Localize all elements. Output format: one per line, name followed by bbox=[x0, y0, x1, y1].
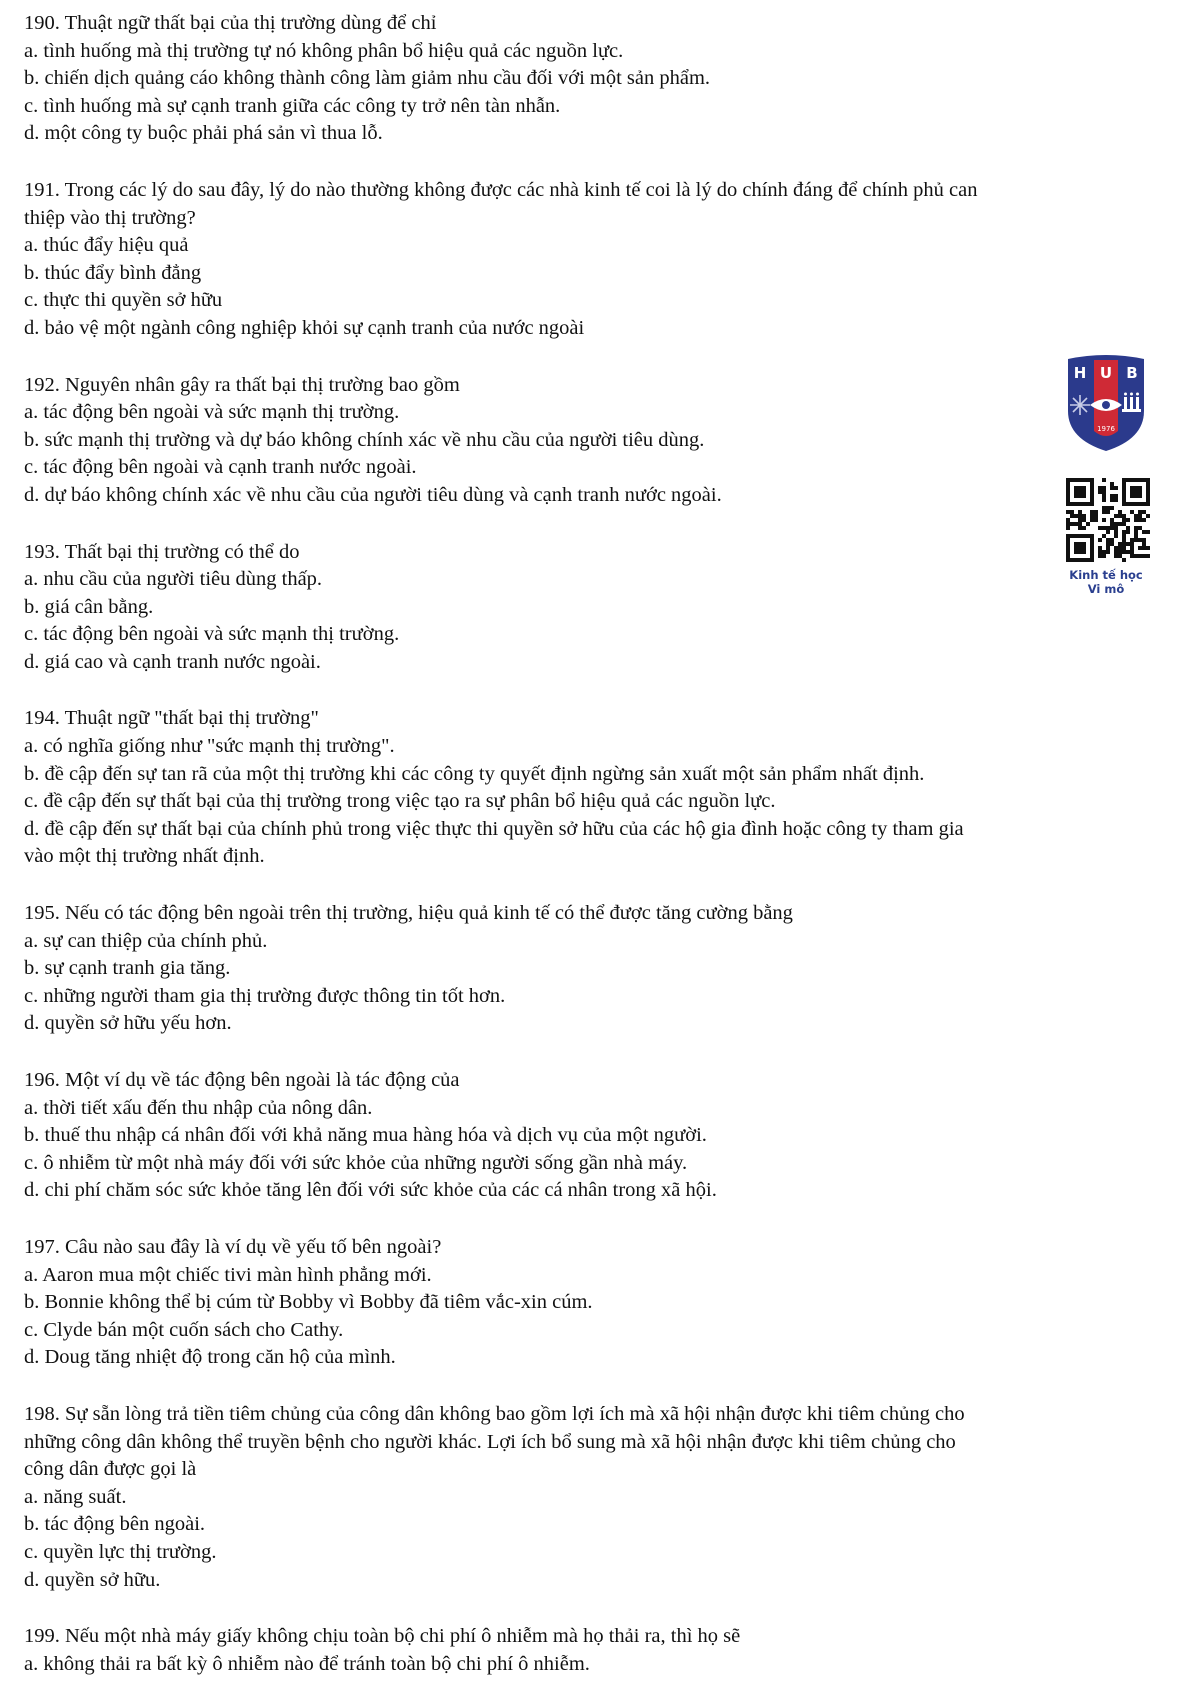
question-block bbox=[24, 1234, 1154, 1372]
question-block bbox=[24, 1623, 1154, 1678]
question-line: d. dự báo không chính xác về nhu cầu của người tiêu dùng và cạnh tranh nước ngoài. bbox=[24, 483, 722, 506]
question-line: b. sự cạnh tranh gia tăng. bbox=[24, 957, 231, 980]
question-line: b. Bonnie không thể bị cúm từ Bobby vì Bobby đã tiêm vắc-xin cúm. bbox=[24, 1291, 593, 1314]
question-line: c. tác động bên ngoài và sức mạnh thị trường. bbox=[24, 623, 400, 646]
question-line: b. chiến dịch quảng cáo không thành công làm giảm nhu cầu đối với một sản phẩm. bbox=[24, 67, 711, 90]
question-stem-line: 196. Một ví dụ về tác động bên ngoài là tác động của bbox=[24, 1069, 460, 1091]
question-stem-line: 198. Sự sẵn lòng trả tiền tiêm chủng của công dân không bao gồm lợi ích mà xã hội nhận được khi tiêm chủng cho bbox=[24, 1402, 965, 1425]
hub-logo bbox=[1064, 353, 1148, 453]
qr-caption-line2: Vi mô bbox=[1087, 582, 1125, 596]
logo-year: 1976 bbox=[1097, 425, 1115, 433]
question-block bbox=[24, 372, 1154, 510]
question-line: a. nhu cầu của người tiêu dùng thấp. bbox=[24, 568, 323, 591]
question-line: c. tác động bên ngoài và cạnh tranh nước ngoài. bbox=[24, 456, 417, 479]
question-line: công dân được gọi là bbox=[24, 1458, 197, 1481]
question-line: a. tác động bên ngoài và sức mạnh thị trường. bbox=[24, 401, 400, 424]
question-line: d. giá cao và cạnh tranh nước ngoài. bbox=[24, 650, 321, 673]
question-line: d. quyền sở hữu. bbox=[24, 1568, 161, 1591]
question-line: d. đề cập đến sự thất bại của chính phủ trong việc thực thi quyền sở hữu của các hộ gia đình hoặc công ty tham gia bbox=[24, 817, 964, 840]
question-block bbox=[24, 705, 1154, 871]
hub-letter-h: H bbox=[1073, 364, 1087, 382]
question-list bbox=[24, 10, 1154, 1707]
question-line: a. Aaron mua một chiếc tivi màn hình phẳng mới. bbox=[24, 1263, 432, 1286]
question-line: c. thực thi quyền sở hữu bbox=[24, 289, 223, 312]
question-line: những công dân không thể truyền bệnh cho người khác. Lợi ích bổ sung mà xã hội nhận được khi tiêm chủng cho bbox=[24, 1430, 956, 1453]
star-icon bbox=[1070, 395, 1090, 415]
question-line: c. những người tham gia thị trường được thông tin tốt hơn. bbox=[24, 984, 506, 1007]
question-stem-line: 193. Thất bại thị trường có thể do bbox=[24, 540, 300, 563]
question-stem-line: 191. Trong các lý do sau đây, lý do nào thường không được các nhà kinh tế coi là lý do chính đáng để chính phủ can bbox=[24, 178, 978, 201]
question-line: a. không thải ra bất kỳ ô nhiễm nào để tránh toàn bộ chi phí ô nhiễm. bbox=[24, 1652, 590, 1675]
question-stem-line: 199. Nếu một nhà máy giấy không chịu toàn bộ chi phí ô nhiễm mà họ thải ra, thì họ sẽ bbox=[24, 1625, 741, 1648]
question-block bbox=[24, 539, 1154, 677]
question-line: b. đề cập đến sự tan rã của một thị trường khi các công ty quyết định ngừng sản xuất một sản phẩm nhất định. bbox=[24, 762, 925, 785]
question-line: d. chi phí chăm sóc sức khỏe tăng lên đối với sức khỏe của các cá nhân trong xã hội. bbox=[24, 1179, 717, 1202]
question-stem-line: 195. Nếu có tác động bên ngoài trên thị trường, hiệu quả kinh tế có thể được tăng cường bằng bbox=[24, 902, 793, 925]
question-line: d. Doug tăng nhiệt độ trong căn hộ của mình. bbox=[24, 1346, 396, 1369]
question-stem-line: 192. Nguyên nhân gây ra thất bại thị trường bao gồm bbox=[24, 373, 460, 396]
question-line: thiệp vào thị trường? bbox=[24, 206, 196, 229]
question-line: a. năng suất. bbox=[24, 1485, 127, 1508]
question-line: c. đề cập đến sự thất bại của thị trường trong việc tạo ra sự phân bổ hiệu quả các nguồn lực. bbox=[24, 790, 776, 813]
question-block bbox=[24, 177, 1154, 343]
question-stem-line: 194. Thuật ngữ "thất bại thị trường" bbox=[24, 707, 319, 730]
question-block bbox=[24, 10, 1154, 148]
question-line: b. thuế thu nhập cá nhân đối với khả năng mua hàng hóa và dịch vụ của một người. bbox=[24, 1124, 707, 1147]
question-line: b. tác động bên ngoài. bbox=[24, 1513, 206, 1536]
question-block bbox=[24, 900, 1154, 1038]
question-line: a. có nghĩa giống như "sức mạnh thị trường". bbox=[24, 735, 395, 758]
question-line: d. quyền sở hữu yếu hơn. bbox=[24, 1012, 232, 1035]
question-block bbox=[24, 1401, 1154, 1594]
hub-letter-b: B bbox=[1126, 364, 1138, 382]
question-line: c. ô nhiễm từ một nhà máy đối với sức khỏe của những người sống gần nhà máy. bbox=[24, 1151, 688, 1174]
branding-panel bbox=[1058, 353, 1154, 596]
question-line: a. tình huống mà thị trường tự nó không phân bổ hiệu quả các nguồn lực. bbox=[24, 39, 624, 62]
question-line: a. thời tiết xấu đến thu nhập của nông dân. bbox=[24, 1096, 373, 1119]
question-line: d. một công ty buộc phải phá sản vì thua lỗ. bbox=[24, 122, 383, 145]
question-line: a. sự can thiệp của chính phủ. bbox=[24, 929, 268, 952]
question-line: d. bảo vệ một ngành công nghiệp khỏi sự cạnh tranh của nước ngoài bbox=[24, 316, 585, 339]
question-line: b. sức mạnh thị trường và dự báo không chính xác về nhu cầu của người tiêu dùng. bbox=[24, 428, 705, 451]
hub-letter-u: U bbox=[1099, 364, 1113, 382]
question-line: c. tình huống mà sự cạnh tranh giữa các công ty trở nên tàn nhẫn. bbox=[24, 94, 561, 117]
question-line: b. thúc đẩy bình đẳng bbox=[24, 261, 202, 284]
question-line: b. giá cân bằng. bbox=[24, 595, 154, 618]
qr-code-icon bbox=[1066, 478, 1150, 562]
question-stem-line: 190. Thuật ngữ thất bại của thị trường dùng để chỉ bbox=[24, 12, 437, 34]
question-stem-line: 197. Câu nào sau đây là ví dụ về yếu tố bên ngoài? bbox=[24, 1235, 442, 1258]
qr-caption-line1: Kinh tế học bbox=[1069, 568, 1143, 582]
question-line: c. quyền lực thị trường. bbox=[24, 1540, 217, 1563]
question-block bbox=[24, 1067, 1154, 1205]
question-line: vào một thị trường nhất định. bbox=[24, 845, 265, 868]
question-line: c. Clyde bán một cuốn sách cho Cathy. bbox=[24, 1318, 344, 1341]
question-line: a. thúc đẩy hiệu quả bbox=[24, 234, 189, 257]
